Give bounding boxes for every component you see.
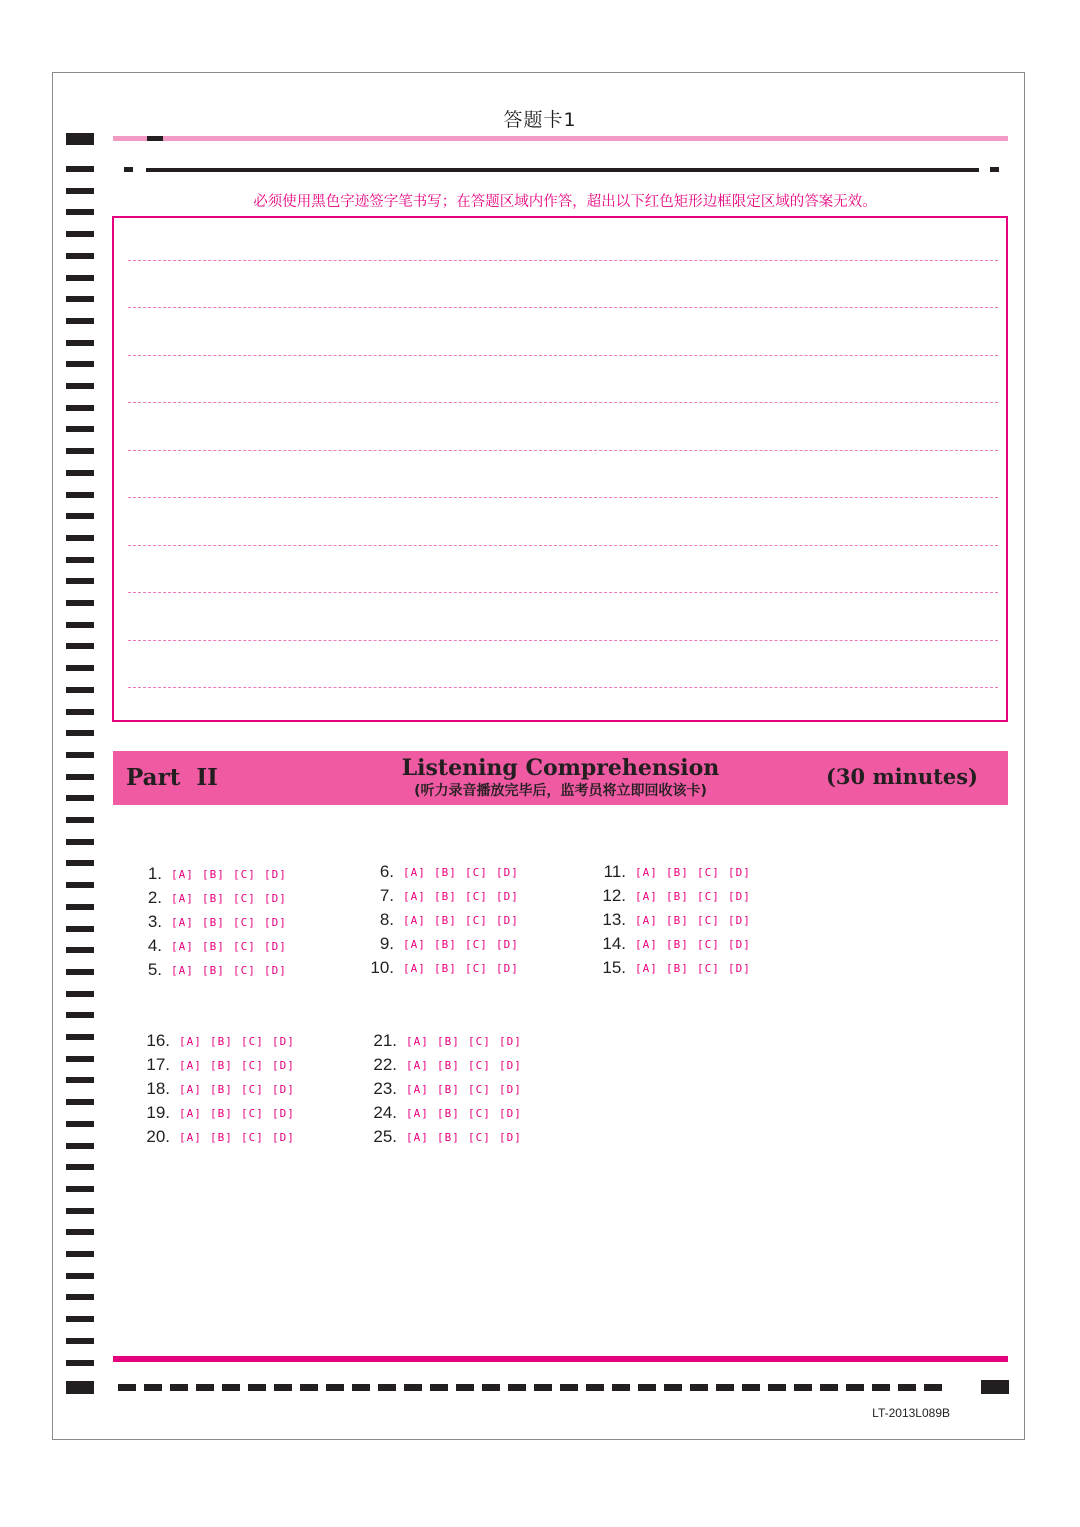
timing-mark: [508, 1384, 526, 1391]
timing-mark: [66, 340, 94, 346]
timing-mark: [378, 1384, 396, 1391]
timing-mark: [66, 969, 94, 975]
answer-bubble[interactable]: [B]: [210, 1107, 233, 1120]
timing-mark: [66, 1316, 94, 1322]
answer-bubble[interactable]: [B]: [437, 1107, 460, 1120]
part-subheading: (听力录音播放完毕后，监考员将立即回收该卡): [414, 783, 707, 799]
answer-bubble[interactable]: [C]: [241, 1035, 264, 1048]
answer-bubble[interactable]: [D]: [264, 916, 287, 929]
answer-bubble[interactable]: [C]: [468, 1107, 491, 1120]
timing-mark: [66, 1099, 94, 1105]
timing-mark: [66, 904, 94, 910]
answer-bubble[interactable]: [A]: [403, 866, 426, 879]
question-number: 4.: [147, 936, 162, 955]
question-number: 12.: [602, 886, 626, 905]
question-number: 25.: [373, 1127, 397, 1146]
timing-mark: [742, 1384, 760, 1391]
card-title: 答题卡1: [503, 109, 577, 131]
answer-bubble[interactable]: [B]: [210, 1083, 233, 1096]
timing-mark: [690, 1384, 708, 1391]
top-black-tick: [147, 136, 163, 141]
timing-mark: [66, 709, 94, 715]
timing-mark: [664, 1384, 682, 1391]
answer-bubble[interactable]: [D]: [272, 1107, 295, 1120]
rule-end-mark-right: [990, 167, 999, 172]
question-number: 24.: [373, 1103, 397, 1122]
timing-mark: [66, 1121, 94, 1127]
answer-bubble[interactable]: [A]: [635, 938, 658, 951]
part-heading: Listening Comprehension: [401, 755, 720, 781]
answer-bubble[interactable]: [B]: [437, 1059, 460, 1072]
writing-line: [128, 307, 998, 308]
instruction-text: 必须使用黑色字迹签字笔书写；在答题区域内作答，超出以下红色矩形边框限定区域的答案无效。: [253, 194, 877, 210]
answer-bubble[interactable]: [C]: [697, 938, 720, 951]
timing-mark: [66, 133, 94, 145]
timing-mark: [872, 1384, 890, 1391]
answer-bubble[interactable]: [B]: [210, 1035, 233, 1048]
timing-mark: [66, 426, 94, 432]
answer-bubble[interactable]: [D]: [499, 1035, 522, 1048]
answer-bubble[interactable]: [B]: [434, 938, 457, 951]
writing-line: [128, 640, 998, 641]
part-label: Part II: [126, 764, 218, 791]
question-number: 19.: [146, 1103, 170, 1122]
part-time-limit: (30 minutes): [825, 764, 978, 789]
timing-mark: [482, 1384, 500, 1391]
answer-bubble[interactable]: [A]: [635, 890, 658, 903]
timing-mark: [66, 513, 94, 519]
answer-bubble[interactable]: [C]: [468, 1131, 491, 1144]
timing-mark: [222, 1384, 240, 1391]
timing-mark: [66, 774, 94, 780]
question-number: 20.: [146, 1127, 170, 1146]
timing-mark: [66, 795, 94, 801]
timing-mark: [66, 1143, 94, 1149]
answer-bubble[interactable]: [B]: [210, 1131, 233, 1144]
answer-bubble[interactable]: [B]: [202, 940, 225, 953]
question-number: 23.: [373, 1079, 397, 1098]
question-number: 21.: [373, 1031, 397, 1050]
writing-area[interactable]: [112, 216, 1008, 722]
writing-line: [128, 545, 998, 546]
timing-mark: [326, 1384, 344, 1391]
answer-bubble[interactable]: [B]: [437, 1131, 460, 1144]
answer-bubble[interactable]: [C]: [241, 1131, 264, 1144]
timing-mark: [66, 991, 94, 997]
writing-line: [128, 592, 998, 593]
answer-bubble[interactable]: [A]: [635, 914, 658, 927]
answer-bubble[interactable]: [B]: [666, 866, 689, 879]
timing-mark: [66, 839, 94, 845]
timing-mark: [66, 947, 94, 953]
timing-mark: [66, 275, 94, 281]
timing-mark: [66, 882, 94, 888]
answer-bubble[interactable]: [A]: [171, 892, 194, 905]
answer-bubble[interactable]: [A]: [179, 1059, 202, 1072]
answer-bubble[interactable]: [D]: [496, 914, 519, 927]
answer-bubble[interactable]: [D]: [272, 1035, 295, 1048]
writing-line: [128, 450, 998, 451]
timing-mark: [66, 1294, 94, 1300]
timing-mark: [66, 470, 94, 476]
answer-bubble[interactable]: [D]: [496, 890, 519, 903]
timing-mark: [716, 1384, 734, 1391]
answer-bubble[interactable]: [D]: [728, 914, 751, 927]
answer-bubble[interactable]: [D]: [499, 1107, 522, 1120]
writing-line: [128, 497, 998, 498]
question-number: 13.: [602, 910, 626, 929]
answer-bubble[interactable]: [A]: [179, 1035, 202, 1048]
timing-mark: [66, 448, 94, 454]
timing-mark: [66, 578, 94, 584]
answer-bubble[interactable]: [C]: [468, 1035, 491, 1048]
answer-bubble[interactable]: [D]: [264, 940, 287, 953]
answer-bubble[interactable]: [B]: [666, 914, 689, 927]
writing-line: [128, 355, 998, 356]
timing-mark: [430, 1384, 448, 1391]
answer-bubble[interactable]: [C]: [233, 940, 256, 953]
answer-bubble[interactable]: [B]: [666, 962, 689, 975]
timing-mark: [66, 318, 94, 324]
answer-bubble[interactable]: [A]: [635, 866, 658, 879]
answer-bubble[interactable]: [C]: [233, 868, 256, 881]
answer-bubble[interactable]: [A]: [171, 868, 194, 881]
top-black-rule: [146, 168, 979, 172]
timing-mark: [66, 1034, 94, 1040]
timing-mark: [66, 643, 94, 649]
bottom-pink-rule: [113, 1356, 1008, 1362]
answer-bubble[interactable]: [A]: [171, 916, 194, 929]
timing-mark: [66, 361, 94, 367]
question-number: 18.: [146, 1079, 170, 1098]
answer-bubble[interactable]: [A]: [179, 1131, 202, 1144]
answer-bubble[interactable]: [D]: [264, 892, 287, 905]
answer-bubble[interactable]: [C]: [233, 964, 256, 977]
timing-mark: [66, 860, 94, 866]
answer-bubble[interactable]: [B]: [202, 868, 225, 881]
timing-mark: [66, 1381, 94, 1394]
timing-mark: [170, 1384, 188, 1391]
timing-mark: [846, 1384, 864, 1391]
rule-end-mark-left: [124, 167, 133, 172]
answer-bubble[interactable]: [C]: [233, 892, 256, 905]
question-number: 7.: [379, 886, 394, 905]
timing-mark: [66, 166, 94, 172]
timing-mark: [66, 405, 94, 411]
timing-mark: [118, 1384, 136, 1391]
timing-mark: [66, 1273, 94, 1279]
timing-mark: [66, 557, 94, 563]
answer-bubble[interactable]: [C]: [241, 1083, 264, 1096]
writing-line: [128, 687, 998, 688]
timing-mark: [66, 730, 94, 736]
answer-bubble[interactable]: [B]: [437, 1035, 460, 1048]
answer-bubble[interactable]: [A]: [171, 940, 194, 953]
answer-bubble[interactable]: [D]: [728, 866, 751, 879]
answer-bubble[interactable]: [C]: [241, 1059, 264, 1072]
timing-mark: [66, 1186, 94, 1192]
answer-bubble[interactable]: [A]: [406, 1059, 429, 1072]
question-number: 8.: [379, 910, 394, 929]
answer-bubble[interactable]: [C]: [468, 1059, 491, 1072]
answer-bubble[interactable]: [B]: [666, 890, 689, 903]
timing-mark: [248, 1384, 266, 1391]
question-number: 10.: [370, 958, 394, 977]
timing-mark: [66, 492, 94, 498]
answer-bubble[interactable]: [B]: [434, 890, 457, 903]
top-pink-rule: [113, 136, 1008, 141]
answer-bubble[interactable]: [C]: [465, 962, 488, 975]
timing-mark: [66, 1338, 94, 1344]
timing-mark: [352, 1384, 370, 1391]
answer-bubble[interactable]: [C]: [241, 1107, 264, 1120]
answer-bubble[interactable]: [B]: [202, 892, 225, 905]
form-code: LT-2013L089B: [872, 1406, 950, 1420]
timing-mark: [66, 665, 94, 671]
answer-bubble[interactable]: [C]: [233, 916, 256, 929]
timing-mark: [66, 296, 94, 302]
timing-mark: [66, 1056, 94, 1062]
timing-mark: [456, 1384, 474, 1391]
timing-mark: [274, 1384, 292, 1391]
timing-mark: [66, 752, 94, 758]
answer-bubble[interactable]: [B]: [434, 962, 457, 975]
timing-mark: [560, 1384, 578, 1391]
answer-bubble[interactable]: [A]: [406, 1131, 429, 1144]
timing-mark: [66, 535, 94, 541]
timing-mark: [534, 1384, 552, 1391]
timing-mark: [404, 1384, 422, 1391]
question-number: 16.: [146, 1031, 170, 1050]
answer-bubble[interactable]: [D]: [499, 1059, 522, 1072]
timing-mark: [66, 231, 94, 237]
timing-mark: [66, 600, 94, 606]
timing-mark: [66, 188, 94, 194]
question-number: 1.: [147, 864, 162, 883]
answer-bubble[interactable]: [D]: [728, 938, 751, 951]
timing-mark: [820, 1384, 838, 1391]
timing-mark: [144, 1384, 162, 1391]
question-number: 11.: [603, 862, 626, 881]
timing-mark: [300, 1384, 318, 1391]
answer-bubble[interactable]: [C]: [465, 866, 488, 879]
answer-bubble[interactable]: [B]: [434, 866, 457, 879]
answer-bubble[interactable]: [D]: [496, 866, 519, 879]
answer-bubble[interactable]: [D]: [496, 938, 519, 951]
question-number: 5.: [147, 960, 162, 979]
answer-bubble[interactable]: [B]: [210, 1059, 233, 1072]
timing-mark: [66, 1164, 94, 1170]
answer-bubble[interactable]: [D]: [264, 868, 287, 881]
answer-bubble[interactable]: [D]: [499, 1083, 522, 1096]
timing-mark: [586, 1384, 604, 1391]
timing-mark: [898, 1384, 916, 1391]
question-number: 2.: [147, 888, 162, 907]
answer-bubble[interactable]: [A]: [179, 1107, 202, 1120]
question-number: 15.: [602, 958, 626, 977]
answer-bubble[interactable]: [C]: [465, 938, 488, 951]
answer-bubble[interactable]: [C]: [697, 914, 720, 927]
timing-mark: [66, 1251, 94, 1257]
answer-bubble[interactable]: [D]: [272, 1059, 295, 1072]
answer-bubble[interactable]: [D]: [272, 1083, 295, 1096]
timing-mark: [612, 1384, 630, 1391]
timing-mark: [66, 817, 94, 823]
question-number: 14.: [602, 934, 626, 953]
answer-bubble[interactable]: [A]: [403, 938, 426, 951]
timing-mark: [768, 1384, 786, 1391]
answer-bubble[interactable]: [D]: [496, 962, 519, 975]
timing-mark: [66, 687, 94, 693]
question-number: 22.: [373, 1055, 397, 1074]
answer-bubble[interactable]: [C]: [697, 890, 720, 903]
timing-mark: [66, 1077, 94, 1083]
timing-mark-corner: [981, 1380, 1009, 1394]
answer-bubble[interactable]: [C]: [468, 1083, 491, 1096]
timing-mark: [66, 1360, 94, 1366]
answer-bubble[interactable]: [D]: [272, 1131, 295, 1144]
answer-bubble[interactable]: [B]: [202, 916, 225, 929]
answer-bubble[interactable]: [C]: [697, 866, 720, 879]
question-number: 3.: [147, 912, 162, 931]
timing-mark: [66, 1229, 94, 1235]
timing-mark: [66, 1012, 94, 1018]
answer-bubble[interactable]: [A]: [635, 962, 658, 975]
answer-bubble[interactable]: [A]: [403, 962, 426, 975]
answer-bubble[interactable]: [C]: [465, 914, 488, 927]
answer-bubble[interactable]: [C]: [697, 962, 720, 975]
answer-bubble[interactable]: [A]: [171, 964, 194, 977]
answer-bubble[interactable]: [B]: [666, 938, 689, 951]
question-number: 6.: [379, 862, 394, 881]
timing-mark: [66, 622, 94, 628]
part-banner: [113, 751, 1008, 805]
answer-bubble[interactable]: [D]: [728, 890, 751, 903]
answer-bubble[interactable]: [A]: [406, 1107, 429, 1120]
writing-line: [128, 260, 998, 261]
answer-bubble[interactable]: [A]: [403, 914, 426, 927]
writing-line: [128, 402, 998, 403]
timing-mark: [66, 383, 94, 389]
timing-mark: [794, 1384, 812, 1391]
timing-mark: [638, 1384, 656, 1391]
answer-bubble[interactable]: [D]: [728, 962, 751, 975]
answer-bubble[interactable]: [A]: [179, 1083, 202, 1096]
answer-bubble[interactable]: [A]: [406, 1083, 429, 1096]
answer-bubble[interactable]: [C]: [465, 890, 488, 903]
answer-bubble[interactable]: [D]: [499, 1131, 522, 1144]
answer-bubble[interactable]: [A]: [403, 890, 426, 903]
answer-bubble[interactable]: [B]: [434, 914, 457, 927]
timing-mark: [66, 926, 94, 932]
question-number: 9.: [379, 934, 394, 953]
answer-bubble[interactable]: [D]: [264, 964, 287, 977]
answer-bubble[interactable]: [B]: [437, 1083, 460, 1096]
answer-bubble[interactable]: [B]: [202, 964, 225, 977]
timing-mark: [66, 1208, 94, 1214]
timing-mark: [66, 253, 94, 259]
question-number: 17.: [146, 1055, 170, 1074]
timing-mark: [196, 1384, 214, 1391]
answer-bubble[interactable]: [A]: [406, 1035, 429, 1048]
timing-mark: [66, 209, 94, 215]
timing-mark: [924, 1384, 942, 1391]
